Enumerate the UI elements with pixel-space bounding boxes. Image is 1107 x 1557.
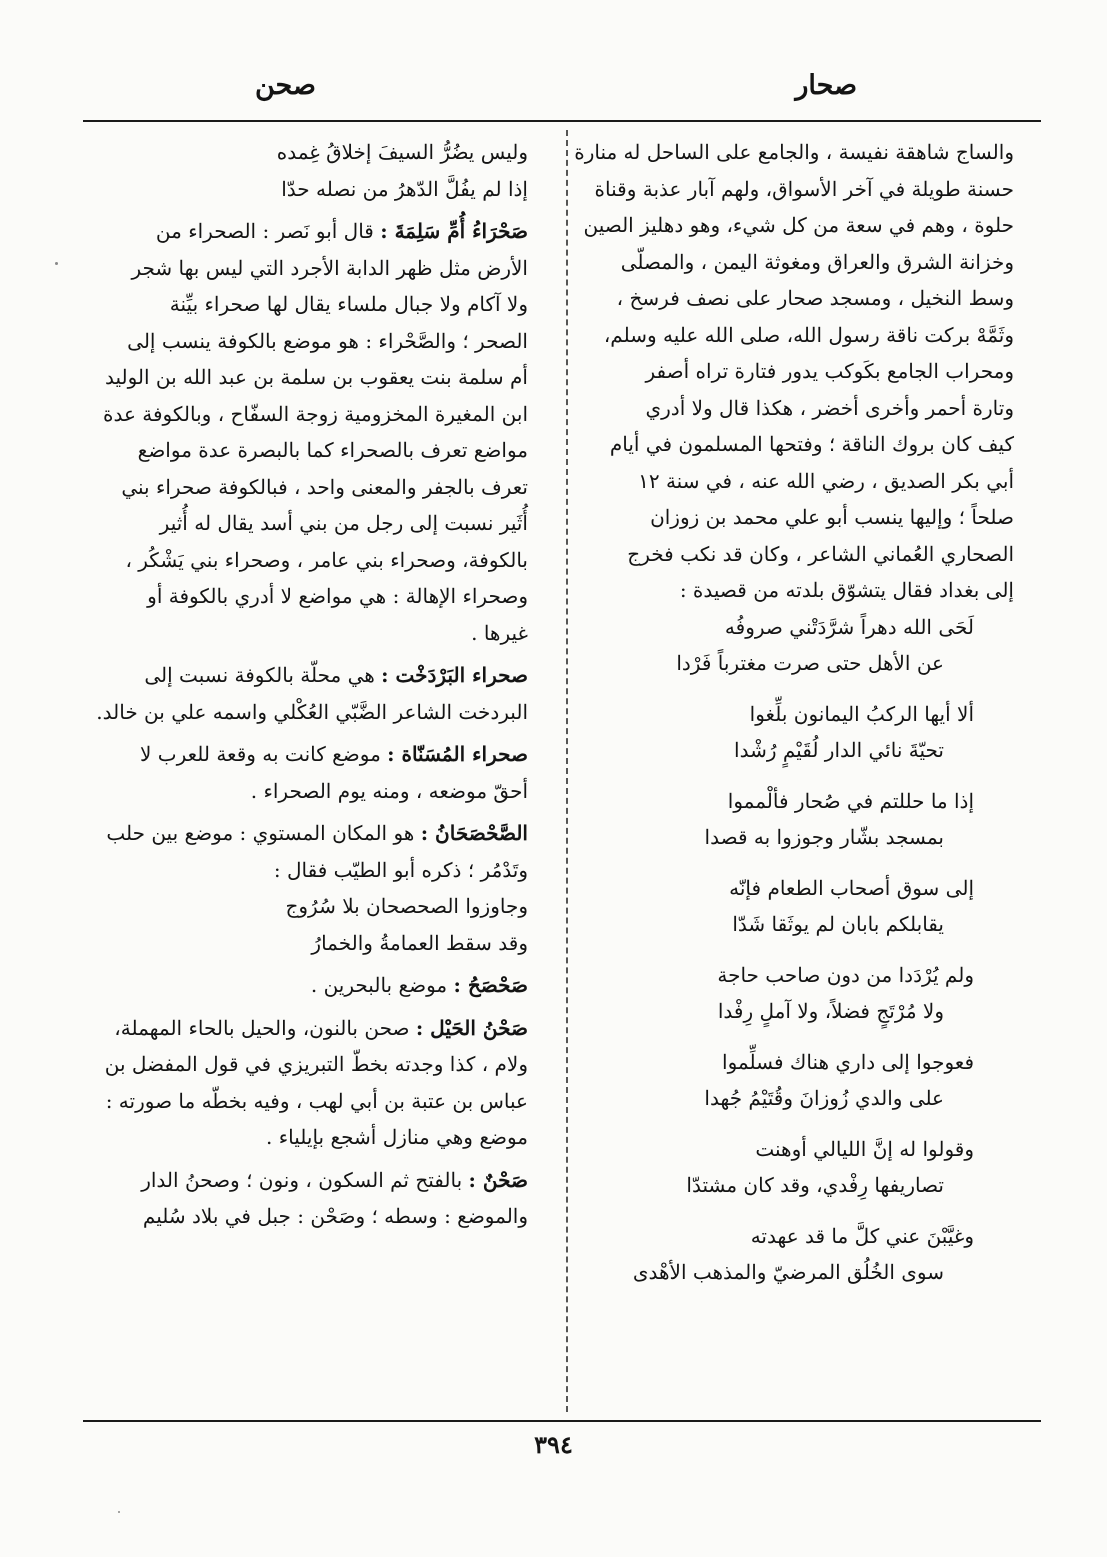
entry-line — [88, 657, 528, 694]
column-divider — [566, 130, 568, 1412]
text-line: ابن المغيرة المخزومية زوجة السفّاح ، وبالكوفة عدة — [103, 401, 528, 426]
verse-hemistich-first: وليس يضُرُّ السيفَ إخلاقُ غِمده — [276, 140, 528, 164]
entry-line — [88, 1162, 528, 1199]
text-line: أحقّ موضعه ، ومنه يوم الصحراء . — [250, 778, 528, 803]
verse-hemistich-second: بمسجد بشّار وجوزوا به قصدا — [704, 825, 944, 849]
entry-line — [88, 967, 528, 1004]
text-line: الأرض مثل ظهر الدابة الأجرد التي ليس بها شجر — [131, 255, 528, 280]
entry-headword: صَحْنُ الحَيْل : — [415, 1015, 528, 1040]
text-line: حسنة طويلة في آخر الأسواق، ولهم آبار عذبة وقناة — [594, 176, 1014, 201]
entry-headword: صحراء المُسَنّاة : — [387, 742, 528, 766]
text-line: عباس بن عتبة بن أبي لهب ، وفيه بخطّه ما صورته : — [105, 1088, 528, 1113]
verse-hemistich-first: لَحَى الله دهراً شرَّدَتْني صروفُه — [724, 614, 974, 639]
text-line: وخزانة الشرق والعراق ومغوثة اليمن ، والمصلّى — [620, 249, 1014, 274]
text-line: الصحاري العُماني الشاعر ، وكان قد نكب فخرج — [627, 541, 1014, 566]
right-column — [574, 134, 1014, 1291]
page-number: ٣٩٤ — [534, 1430, 573, 1459]
entry-text: هي محلّة بالكوفة نسبت إلى — [144, 663, 375, 687]
text-line: ولام ، كذا وجدته بخطّ التبريزي في قول المفضل بن — [104, 1052, 528, 1076]
running-header-right: صحار — [795, 70, 857, 101]
text-line: وتارة أحمر وأخرى أخضر ، هكذا قال ولا أدري — [645, 395, 1014, 420]
entry-text: موضع بالبحرين . — [310, 973, 448, 997]
text-line: البردخت الشاعر الضَّبّي العُكْلي واسمه علي بن خالد. — [96, 699, 528, 724]
scan-speck — [55, 262, 58, 265]
text-line: أبي بكر الصديق ، رضي الله عنه ، في سنة ١٢ — [638, 468, 1014, 493]
text-line: حلوة ، وهم في سعة من كل شيء، وهو دهليز الصين — [583, 213, 1014, 237]
verse-hemistich-first: وغيَّبْنَ عني كلَّ ما قد عهدته — [750, 1223, 974, 1248]
bottom-rule — [83, 1420, 1041, 1422]
verse-hemistich-first: ولم يُرْدَدا من دون صاحب حاجة — [717, 962, 974, 987]
verse-hemistich-second: وقد سقط العمامةُ والخمارُ — [311, 930, 528, 955]
running-header-left: صحن — [255, 70, 316, 101]
entry-headword: صَحْرَاءُ أُمِّ سَلِمَةَ : — [380, 219, 528, 243]
text-line: صلحاً ؛ وإليها ينسب أبو علي محمد بن زوزان — [650, 505, 1014, 529]
verse-hemistich-second: سوى الخُلُق المرضيّ والمذهب الأهْدى — [632, 1260, 944, 1284]
entry-line — [88, 736, 528, 773]
verse-hemistich-second: يقابلكم بابان لم يوثَقا شَدّا — [732, 912, 944, 936]
poem — [574, 609, 1014, 1291]
text-line: كيف كان بروك الناقة ؛ وفتحها المسلمون في أيام — [609, 432, 1014, 456]
text-line: وثَمَّهْ بركت ناقة رسول الله، صلى الله عليه وسلم، — [603, 322, 1014, 347]
entry-text: بالفتح ثم السكون ، ونون ؛ وصحنُ الدار — [141, 1167, 463, 1192]
entry-text: موضع كانت به وقعة للعرب لا — [139, 742, 381, 766]
text-line: الصحر ؛ والصَّحْراء : هو موضع بالكوفة ينسب إلى — [127, 328, 528, 353]
text-line: مواضع تعرف بالصحراء كما بالبصرة عدة مواضع — [137, 438, 528, 462]
text-line: أُثَير نسبت إلى رجل من بني أسد يقال له أُثير — [159, 511, 528, 535]
entry-headword: صحراء البَرْدَخْت : — [381, 663, 528, 687]
entry-headword: الصَّحْصَحَانُ : — [420, 821, 528, 845]
top-rule — [83, 120, 1041, 122]
text-line: وتَدْمُر ؛ ذكره أبو الطيّب فقال : — [273, 857, 528, 882]
entry-line — [88, 1010, 528, 1047]
entry-line — [88, 815, 528, 852]
text-line: وسط النخيل ، ومسجد صحار على نصف فرسخ ، — [616, 286, 1014, 310]
text-line: تعرف بالجفر والمعنى واحد ، فبالكوفة صحراء بني — [121, 474, 528, 499]
verse-hemistich-second: ولا مُرْتَجٍ فضلاً، ولا آملٍ رِفْدا — [717, 999, 944, 1023]
entry-text: قال أبو نَصر : الصحراء من — [155, 219, 374, 243]
scan-speck — [118, 1511, 120, 1513]
text-line: وصحراء الإهالة : هي مواضع لا أدري بالكوفة أو — [147, 584, 528, 608]
entry-headword: صَحْصَحُ : — [453, 973, 528, 997]
verse-hemistich-first: وجاوزوا الصحصحان بلا سُرُوج — [285, 894, 528, 918]
verse-hemistich-second: تصاريفها رِفْدي، وقد كان مشتدّا — [686, 1173, 944, 1197]
verse-hemistich-first: ألا أيها الركبُ اليمانون بلِّغوا — [749, 701, 974, 726]
text-line: والساج شاهقة نفيسة ، والجامع على الساحل له منارة — [574, 140, 1014, 164]
entry-text: صحن بالنون، والحيل بالحاء المهملة، — [114, 1015, 410, 1040]
text-line: والموضع : وسطه ؛ وصَحْن : جبل في بلاد سُليم — [142, 1204, 528, 1228]
entry-headword: صَحْنٌ : — [468, 1167, 528, 1192]
verse-hemistich-second: عن الأهل حتى صرت مغترباً فَرْدا — [676, 651, 944, 675]
entry-line — [88, 213, 528, 250]
verse-hemistich-first: فعوجوا إلى داري هناك فسلِّموا — [722, 1049, 974, 1074]
verse-hemistich-first: إلى سوق أصحاب الطعام فإنّه — [729, 875, 974, 900]
verse-hemistich-second: على والدي زُوزانَ وقُتَيْمُ جُهدا — [704, 1086, 944, 1110]
text-line: ومحراب الجامع بكَوكب يدور فتارة تراه أصفر — [645, 359, 1014, 383]
text-line: بالكوفة، وصحراء بني عامر ، وصحراء بني يَشْكُر ، — [125, 547, 528, 572]
verse-hemistich-second: إذا لم يفُلَّ الدّهرُ من نصله حدّا — [281, 176, 528, 201]
entry-text: هو المكان المستوي : موضع بين حلب — [106, 821, 415, 845]
text-line: أم سلمة بنت يعقوب بن سلمة بن عبد الله بن الوليد — [104, 365, 528, 389]
text-line: غيرها . — [471, 620, 528, 645]
text-line: إلى بغداد فقال يتشوّق بلدته من قصيدة : — [679, 578, 1014, 602]
verse-hemistich-first: إذا ما حللتم في صُحار فألْمموا — [727, 788, 974, 813]
verse-hemistich-second: تحيّةَ نائي الدار لُقَيْمٍ رُشْدا — [734, 738, 944, 762]
text-line: ولا آكام ولا جبال ملساء يقال لها صحراء بيِّنة — [169, 292, 528, 316]
left-column — [88, 134, 528, 1235]
verse-hemistich-first: وقولوا له إنَّ الليالي أوهنت — [755, 1136, 974, 1161]
text-line: موضع وهي منازل أشجع بإيلياء . — [266, 1125, 528, 1149]
